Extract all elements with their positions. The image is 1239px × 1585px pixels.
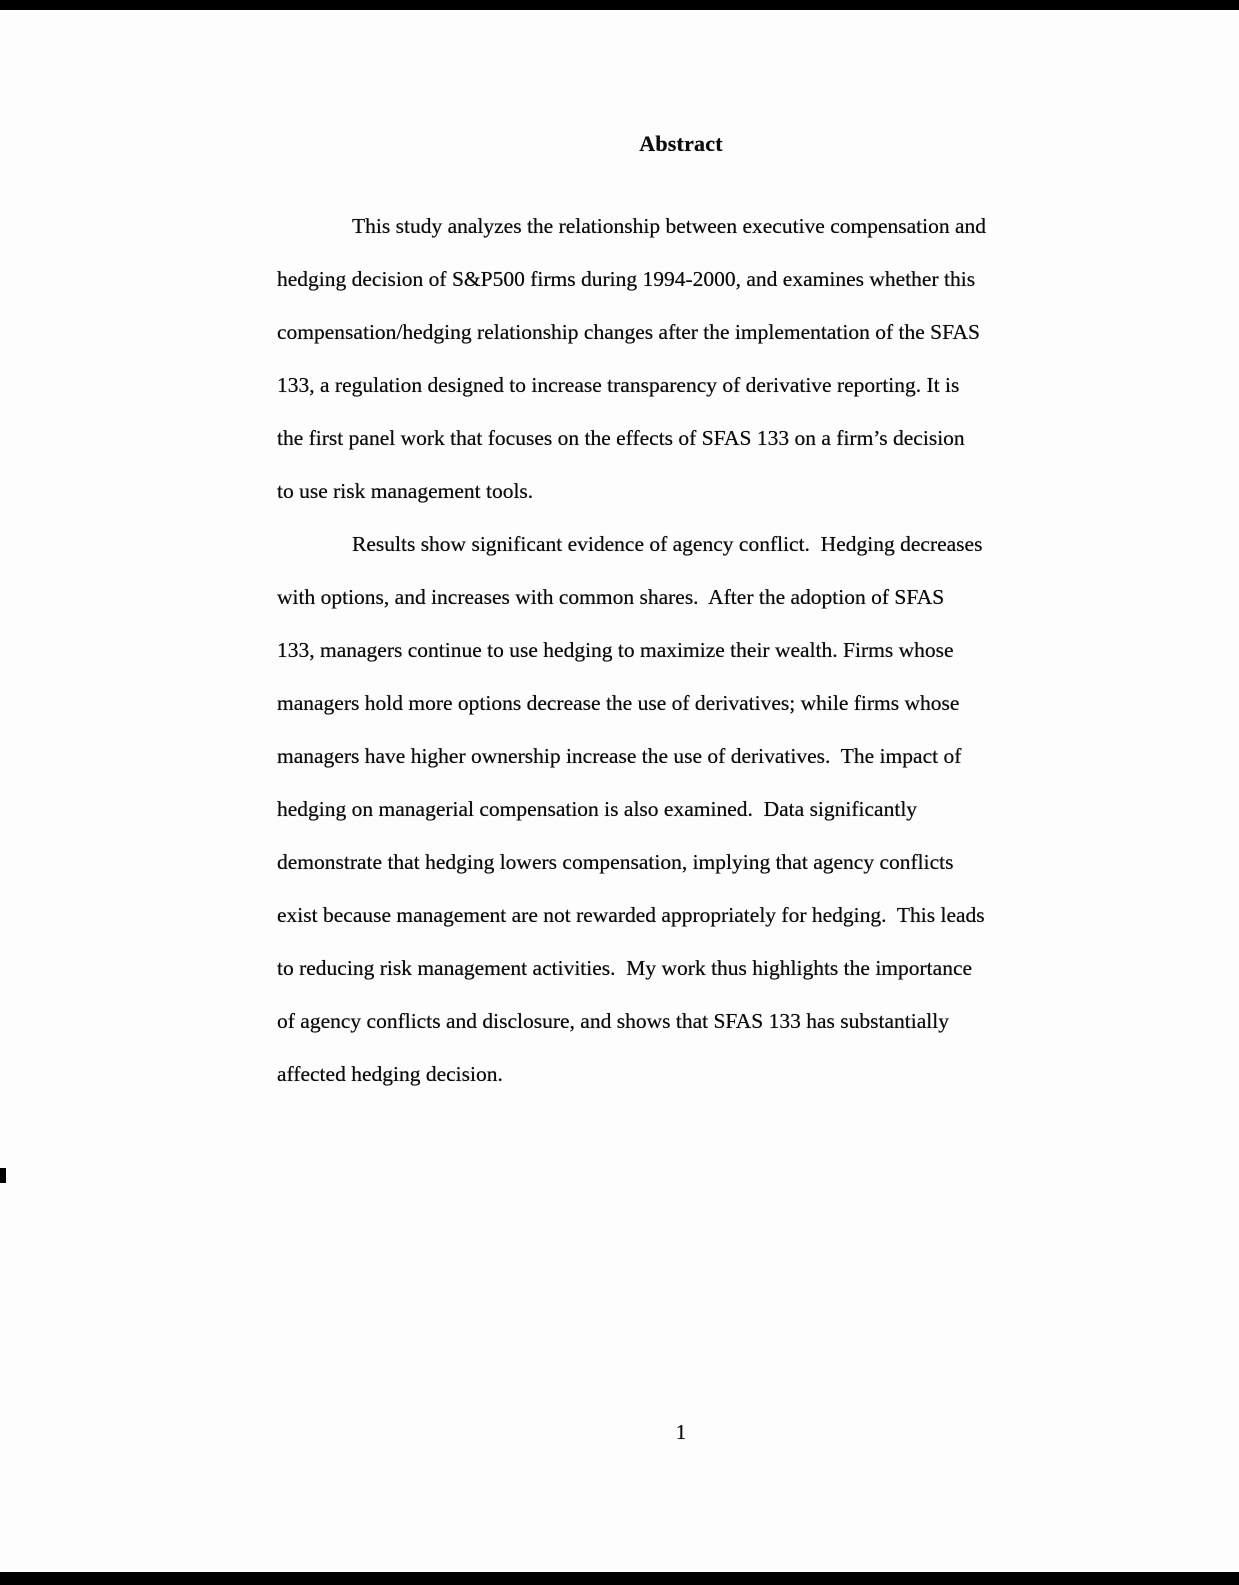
text-line: hedging on managerial compensation is also examined. Data significantly bbox=[277, 797, 918, 821]
abstract-section bbox=[277, 130, 1085, 1101]
scan-artifact-left-edge-mark bbox=[0, 1168, 6, 1183]
text-line: 133, a regulation designed to increase transparency of derivative reporting. It is bbox=[277, 373, 960, 397]
scan-artifact-top-bar bbox=[0, 0, 1239, 10]
text-line: compensation/hedging relationship changes after the implementation of the SFAS bbox=[277, 320, 980, 344]
text-line: hedging decision of S&P500 firms during 1994-2000, and examines whether this bbox=[277, 267, 976, 291]
paragraph-1 bbox=[277, 200, 1085, 518]
text-line: to use risk management tools. bbox=[277, 479, 534, 503]
text-line: Results show significant evidence of agency conflict. Hedging decreases bbox=[352, 532, 983, 556]
text-line: affected hedging decision. bbox=[277, 1062, 503, 1086]
text-line: to reducing risk management activities. My work thus highlights the importance bbox=[277, 956, 973, 980]
text-line: This study analyzes the relationship between executive compensation and bbox=[352, 214, 987, 238]
text-line: of agency conflicts and disclosure, and shows that SFAS 133 has substantially bbox=[277, 1009, 949, 1033]
text-line: demonstrate that hedging lowers compensation, implying that agency conflicts bbox=[277, 850, 954, 874]
text-line: with options, and increases with common shares. After the adoption of SFAS bbox=[277, 585, 945, 609]
text-line: managers have higher ownership increase the use of derivatives. The impact of bbox=[277, 744, 962, 768]
text-line: 133, managers continue to use hedging to maximize their wealth. Firms whose bbox=[277, 638, 954, 662]
text-line: exist because management are not rewarded appropriately for hedging. This leads bbox=[277, 903, 985, 927]
text-line: the first panel work that focuses on the effects of SFAS 133 on a firm’s decision bbox=[277, 426, 965, 450]
text-line: managers hold more options decrease the use of derivatives; while firms whose bbox=[277, 691, 960, 715]
paragraph-2 bbox=[277, 518, 1085, 1101]
page-number: 1 bbox=[675, 1420, 687, 1444]
scan-artifact-bottom-bar bbox=[0, 1572, 1239, 1585]
section-title: Abstract bbox=[639, 131, 723, 156]
